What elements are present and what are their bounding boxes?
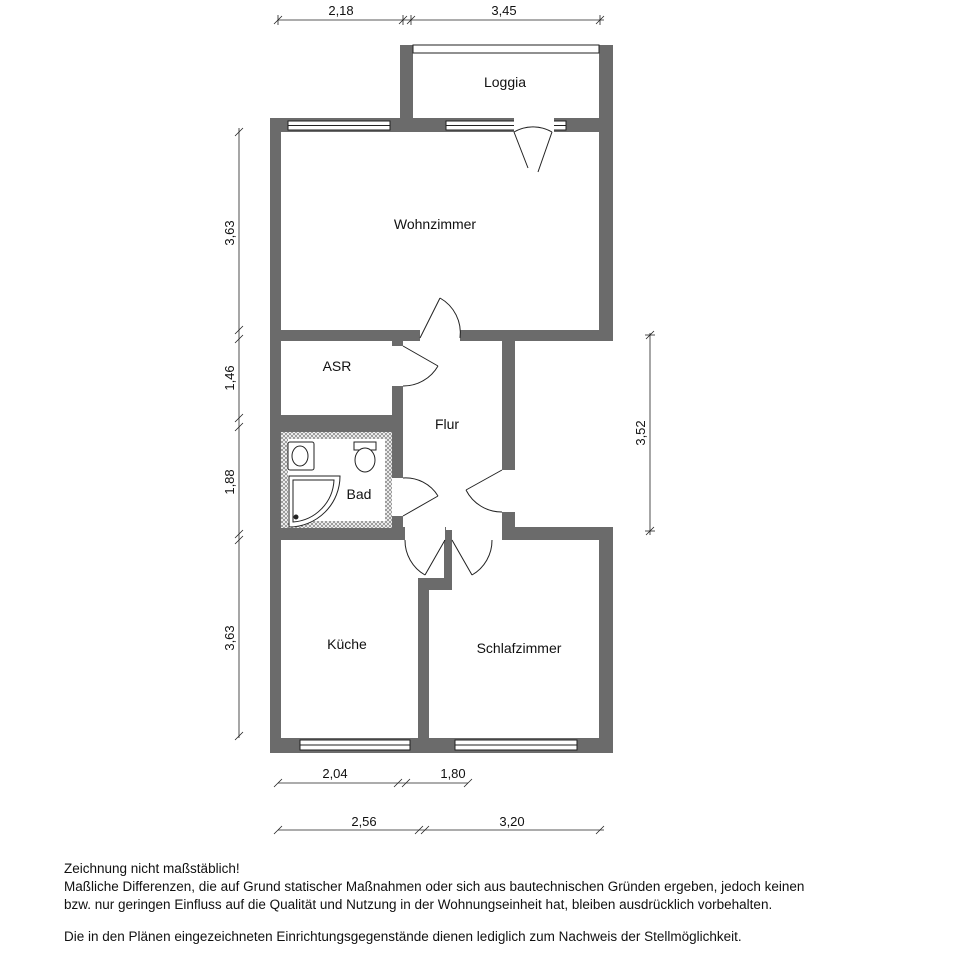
dim-bottom-outer-2: 3,20 — [499, 814, 525, 829]
room-label-schlafzimmer: Schlafzimmer — [476, 640, 562, 656]
toilet-icon — [354, 442, 376, 472]
disclaimer-notes — [64, 860, 944, 946]
dim-top-2: 3,45 — [491, 3, 517, 18]
note-not-to-scale: Zeichnung nicht maßstäblich! — [64, 861, 240, 876]
shower-icon — [289, 476, 340, 527]
dim-bottom-inner-1: 2,04 — [322, 766, 348, 781]
note-furniture: Die in den Plänen eingezeichneten Einrichtungsgegenstände dienen lediglich zum Nachweis der Stellmöglichkeit. — [64, 929, 742, 944]
dim-left-2: 1,46 — [222, 365, 237, 391]
bathroom-fixtures — [281, 432, 392, 528]
sink-icon — [288, 442, 314, 470]
dim-right-1: 3,52 — [633, 420, 648, 446]
room-label-loggia: Loggia — [483, 74, 527, 90]
doors — [391, 118, 554, 575]
note-dimension-differences-2: bzw. nur geringen Einfluss auf die Qualität und Nutzung in der Wohnungseinheit hat, bleiben ausdrücklich vorbehalten. — [64, 897, 773, 912]
dim-bottom-inner-2: 1,80 — [440, 766, 466, 781]
walls — [270, 45, 613, 753]
dim-left-4: 3,63 — [222, 625, 237, 651]
room-label-kueche: Küche — [327, 636, 367, 652]
room-label-asr: ASR — [322, 358, 352, 374]
note-dimension-differences-1: Maßliche Differenzen, die auf Grund statischer Maßnahmen oder sich aus bautechnischen Gründen ergeben, jedoch keinen — [64, 879, 805, 894]
dim-top-1: 2,18 — [328, 3, 354, 18]
room-label-flur: Flur — [434, 416, 460, 432]
room-label-bad: Bad — [346, 486, 372, 502]
dim-left-1: 3,63 — [222, 220, 237, 246]
dim-left-3: 1,88 — [222, 469, 237, 495]
room-label-wohnzimmer: Wohnzimmer — [393, 216, 477, 232]
dim-bottom-outer-1: 2,56 — [351, 814, 377, 829]
